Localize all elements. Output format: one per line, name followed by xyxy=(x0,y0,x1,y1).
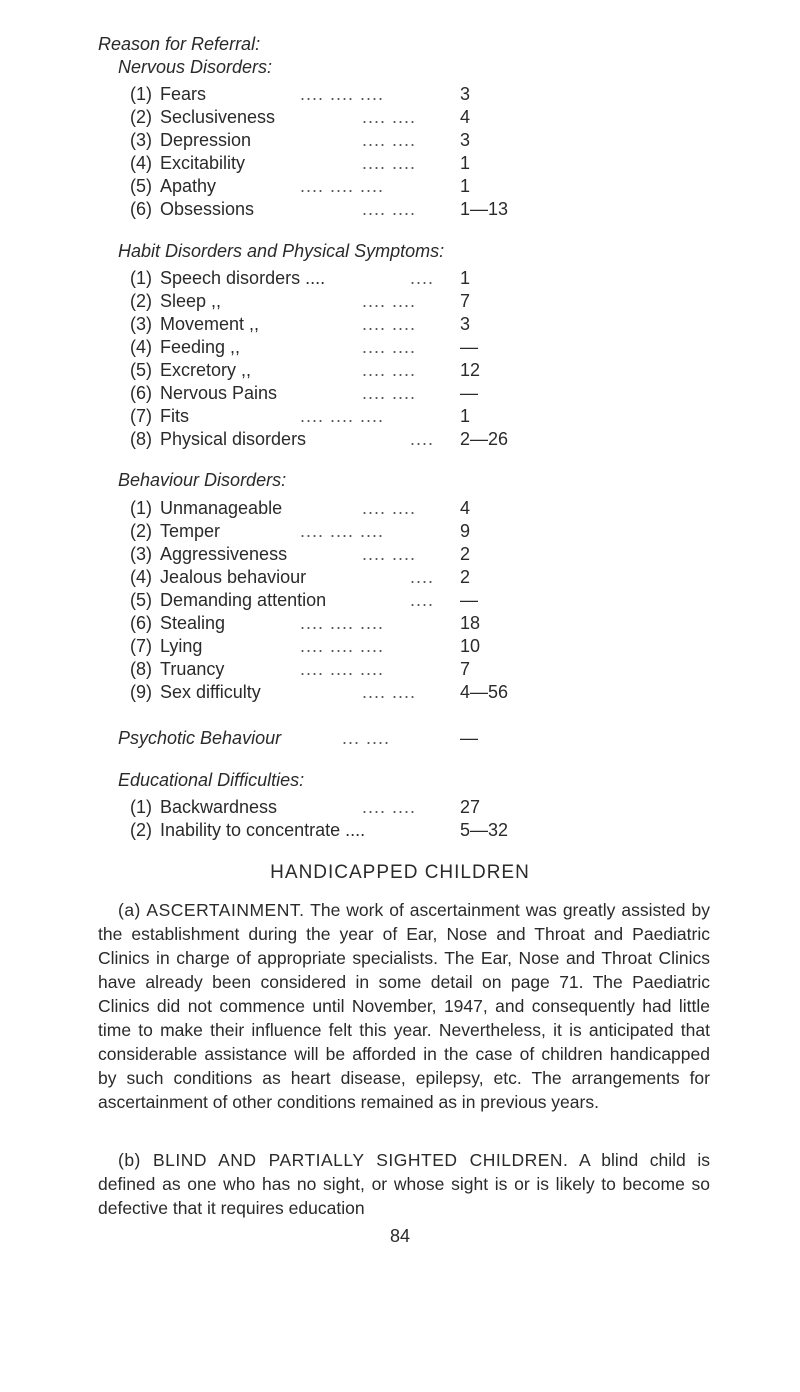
item-label: Excitability xyxy=(160,153,246,173)
item-value: 1 xyxy=(460,268,471,288)
item-number: (6) xyxy=(130,613,152,633)
psychotic-behaviour-heading: Psychotic Behaviour xyxy=(118,728,282,748)
paragraph-text: A blind child is defined as one who has no sight, or whose sight is or is likely to become so defective that it requires education xyxy=(98,1150,710,1218)
leader-dots: ... .... xyxy=(342,728,391,748)
leader-dots: .... xyxy=(410,567,435,587)
item-number: (1) xyxy=(130,797,152,817)
item-value: 2 xyxy=(460,544,471,564)
paragraph-text: The work of ascertainment was greatly assisted by the establishment during the year of Ear, Nose and Throat and Paediatric Clinics in charge of appropriate specialists. The Ear, Nose and Throat Clinics have already been considered in some detail on page 71. The Paediatric Clinics did not commence until November, 1947, and consequently had little time to make their influence felt this year. Nevertheless, it is anticipated that considerable assistance will be afforded in the case of children handicapped by such conditions as heart disease, epilepsy, etc. The arrangements for ascertainment of other conditions remained as in previous years. xyxy=(98,900,711,1112)
item-number: (2) xyxy=(130,521,152,541)
item-value: 18 xyxy=(460,613,481,633)
item-number: (2) xyxy=(130,820,152,840)
leader-dots: .... .... .... xyxy=(300,613,385,633)
leader-dots: .... .... xyxy=(362,130,417,150)
leader-dots: .... .... xyxy=(362,383,417,403)
item-value: 4—56 xyxy=(460,682,509,702)
item-value: 7 xyxy=(460,291,471,311)
item-label: Obsessions xyxy=(160,199,255,219)
leader-dots: .... .... xyxy=(362,797,417,817)
leader-dots: .... .... xyxy=(362,544,417,564)
paragraph-blind-children xyxy=(98,1148,710,1220)
item-number: (7) xyxy=(130,406,152,426)
leader-dots: .... .... .... xyxy=(300,84,385,104)
item-label: Aggressiveness xyxy=(160,544,288,564)
item-number: (4) xyxy=(130,337,152,357)
item-value: 3 xyxy=(460,84,471,104)
page-number: 84 xyxy=(389,1226,411,1246)
leader-dots: .... .... xyxy=(362,498,417,518)
leader-dots: .... .... .... xyxy=(300,176,385,196)
item-number: (5) xyxy=(130,360,152,380)
leader-dots: .... .... xyxy=(362,291,417,311)
item-number: (1) xyxy=(130,84,152,104)
item-label: Fits xyxy=(160,406,189,426)
item-label: Truancy xyxy=(160,659,225,679)
leader-dots: .... .... xyxy=(362,153,417,173)
item-number: (5) xyxy=(130,176,152,196)
item-number: (1) xyxy=(130,268,152,288)
item-value: — xyxy=(460,590,478,610)
item-label: Lying xyxy=(160,636,203,656)
item-value: 4 xyxy=(460,107,471,127)
leader-dots: .... .... .... xyxy=(300,636,385,656)
behaviour-disorders-heading: Behaviour Disorders: xyxy=(118,470,287,490)
item-value: 1 xyxy=(460,153,471,173)
item-number: (2) xyxy=(130,107,152,127)
item-label: Excretory ,, xyxy=(160,360,252,380)
paragraph-lead: (a) ASCERTAINMENT. xyxy=(118,900,305,920)
handicapped-children-heading: HANDICAPPED CHILDREN xyxy=(270,862,530,883)
item-label: Sex difficulty xyxy=(160,682,261,702)
item-label: Nervous Pains xyxy=(160,383,278,403)
item-label: Jealous behaviour xyxy=(160,567,307,587)
item-value: 27 xyxy=(460,797,481,817)
item-value: 2 xyxy=(460,567,471,587)
leader-dots: .... .... xyxy=(362,337,417,357)
item-number: (7) xyxy=(130,636,152,656)
leader-dots: .... xyxy=(410,590,435,610)
leader-dots: .... .... xyxy=(362,360,417,380)
item-value: 12 xyxy=(460,360,481,380)
item-number: (3) xyxy=(130,544,152,564)
item-number: (5) xyxy=(130,590,152,610)
leader-dots: .... xyxy=(410,268,435,288)
item-number: (4) xyxy=(130,153,152,173)
leader-dots: .... xyxy=(410,429,435,449)
item-value: — xyxy=(460,383,478,403)
reason-for-referral-heading: Reason for Referral: xyxy=(98,34,261,54)
leader-dots: .... .... xyxy=(362,107,417,127)
item-value: 1 xyxy=(460,176,471,196)
item-value: 10 xyxy=(460,636,481,656)
leader-dots: .... .... xyxy=(362,682,417,702)
leader-dots: .... .... .... xyxy=(300,521,385,541)
item-number: (3) xyxy=(130,314,152,334)
item-label: Depression xyxy=(160,130,252,150)
item-label: Apathy xyxy=(160,176,217,196)
item-number: (2) xyxy=(130,291,152,311)
item-label: Demanding attention xyxy=(160,590,327,610)
item-value: — xyxy=(460,337,478,357)
item-value: 9 xyxy=(460,521,471,541)
item-value: 3 xyxy=(460,130,471,150)
leader-dots: .... .... xyxy=(362,314,417,334)
item-label: Physical disorders xyxy=(160,429,307,449)
item-label: Temper xyxy=(160,521,221,541)
item-number: (6) xyxy=(130,383,152,403)
item-number: (4) xyxy=(130,567,152,587)
item-number: (1) xyxy=(130,498,152,518)
item-value: 2—26 xyxy=(460,429,509,449)
item-number: (8) xyxy=(130,659,152,679)
item-number: (6) xyxy=(130,199,152,219)
item-label: Feeding ,, xyxy=(160,337,241,357)
item-label: Speech disorders .... xyxy=(160,268,326,288)
item-label: Unmanageable xyxy=(160,498,283,518)
leader-dots: .... .... xyxy=(362,199,417,219)
item-label: Inability to concentrate .... xyxy=(160,820,366,840)
leader-dots: .... .... .... xyxy=(300,406,385,426)
item-label: Sleep ,, xyxy=(160,291,222,311)
item-value: 4 xyxy=(460,498,471,518)
item-value: 5—32 xyxy=(460,820,509,840)
item-value: — xyxy=(460,728,478,748)
item-value: 1—13 xyxy=(460,199,509,219)
item-label: Fears xyxy=(160,84,207,104)
item-value: 1 xyxy=(460,406,471,426)
item-number: (3) xyxy=(130,130,152,150)
item-label: Stealing xyxy=(160,613,226,633)
item-value: 7 xyxy=(460,659,471,679)
paragraph-lead: (b) BLIND AND PARTIALLY SIGHTED CHILDREN. xyxy=(118,1150,569,1170)
leader-dots: .... .... .... xyxy=(300,659,385,679)
item-value: 3 xyxy=(460,314,471,334)
habit-disorders-heading: Habit Disorders and Physical Symptoms: xyxy=(118,241,445,261)
educational-difficulties-heading: Educational Difficulties: xyxy=(118,770,305,790)
item-label: Backwardness xyxy=(160,797,278,817)
item-number: (8) xyxy=(130,429,152,449)
nervous-disorders-heading: Nervous Disorders: xyxy=(118,57,273,77)
item-label: Seclusiveness xyxy=(160,107,276,127)
paragraph-ascertainment xyxy=(98,898,710,1114)
item-label: Movement ,, xyxy=(160,314,260,334)
item-number: (9) xyxy=(130,682,152,702)
